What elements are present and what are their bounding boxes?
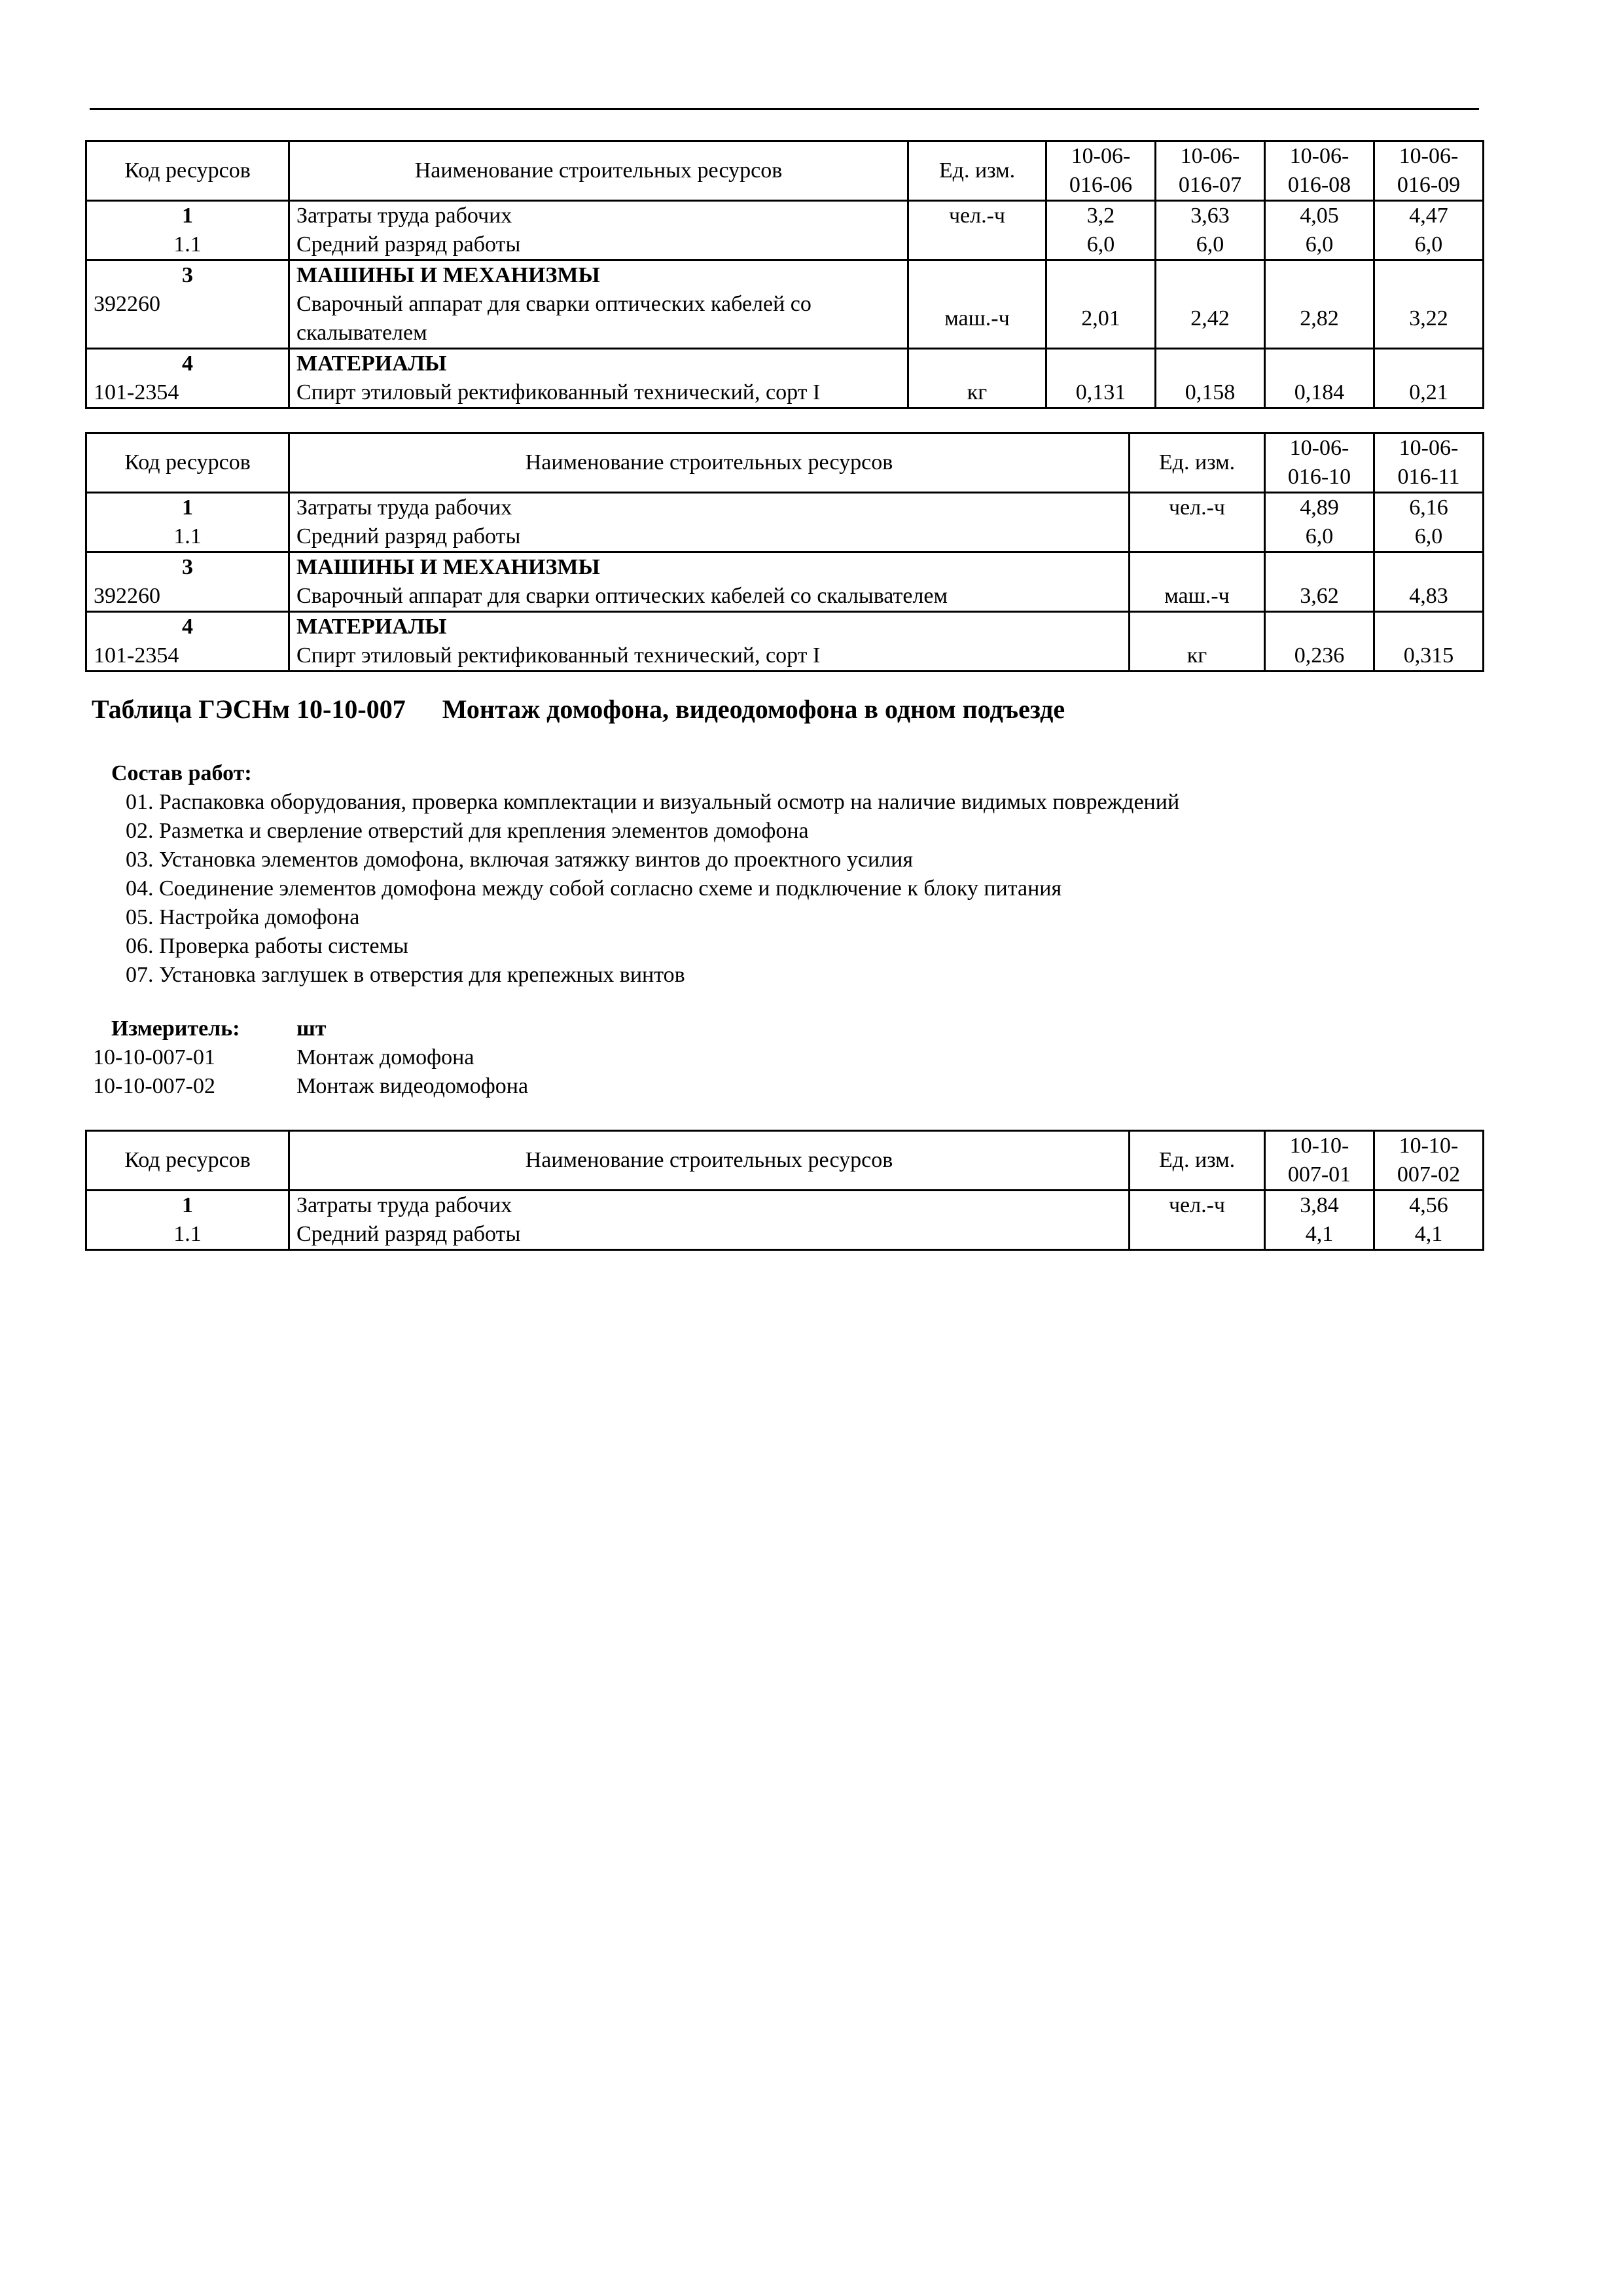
row-name: МАШИНЫ И МЕХАНИЗМЫ bbox=[289, 552, 1130, 583]
header-name: Наименование строительных ресурсов bbox=[289, 141, 908, 201]
row-name: Средний разряд работы bbox=[289, 230, 908, 260]
list-item: 02. Разметка и сверление отверстий для крепления элементов домофона bbox=[126, 819, 809, 843]
table-row bbox=[86, 349, 1484, 379]
row-code: 1.1 bbox=[86, 230, 289, 260]
row-value: 4,05 bbox=[1265, 201, 1374, 231]
row-code: 101-2354 bbox=[86, 378, 289, 408]
row-name: Спирт этиловый ректификованный технический, сорт I bbox=[289, 641, 1130, 672]
header-col: 10-06- 016-06 bbox=[1046, 141, 1156, 201]
works-heading: Состав работ: bbox=[111, 761, 252, 785]
row-value: 3,84 bbox=[1265, 1191, 1374, 1221]
row-value: 0,184 bbox=[1265, 378, 1374, 408]
row-unit bbox=[908, 230, 1046, 260]
table-row bbox=[86, 201, 1484, 231]
resource-table-3 bbox=[85, 1130, 1484, 1251]
table-header-row bbox=[86, 433, 1484, 493]
header-unit: Ед. изм. bbox=[1130, 433, 1265, 493]
list-item bbox=[93, 1043, 528, 1072]
row-value: 0,315 bbox=[1374, 641, 1484, 672]
row-value: 0,131 bbox=[1046, 378, 1156, 408]
row-unit: кг bbox=[908, 378, 1046, 408]
item-name: Монтаж видеодомофона bbox=[296, 1074, 529, 1098]
list-item: 04. Соединение элементов домофона между собой согласно схеме и подключение к блоку питания bbox=[126, 876, 1062, 901]
row-value: 4,89 bbox=[1265, 493, 1374, 523]
row-value: 4,1 bbox=[1265, 1220, 1374, 1250]
header-name: Наименование строительных ресурсов bbox=[289, 1131, 1130, 1191]
row-value: 3,2 bbox=[1046, 201, 1156, 231]
row-value: 0,21 bbox=[1374, 378, 1484, 408]
header-unit: Ед. изм. bbox=[908, 141, 1046, 201]
row-value: 4,83 bbox=[1374, 582, 1484, 612]
list-item bbox=[93, 1072, 528, 1101]
meter-label: Измеритель: bbox=[111, 1016, 240, 1041]
row-code: 1 bbox=[86, 201, 289, 231]
row-code: 3 bbox=[86, 552, 289, 583]
row-value: 6,0 bbox=[1265, 230, 1374, 260]
meter-items bbox=[93, 1043, 528, 1101]
list-item: 01. Распаковка оборудования, проверка комплектации и визуальный осмотр на наличие видимых повреждений bbox=[126, 790, 1180, 814]
row-value: 2,01 bbox=[1046, 290, 1156, 349]
row-value: 4,1 bbox=[1374, 1220, 1484, 1250]
table-row bbox=[86, 378, 1484, 408]
table-row bbox=[86, 290, 1484, 349]
row-code: 3 bbox=[86, 260, 289, 291]
header-code: Код ресурсов bbox=[86, 1131, 289, 1191]
table-header-row bbox=[86, 1131, 1484, 1191]
table-row bbox=[86, 641, 1484, 672]
row-name: МАТЕРИАЛЫ bbox=[289, 612, 1130, 642]
row-value: 2,42 bbox=[1156, 290, 1265, 349]
row-name: Затраты труда рабочих bbox=[289, 1191, 1130, 1221]
row-code: 392260 bbox=[86, 290, 289, 349]
row-name: Средний разряд работы bbox=[289, 522, 1130, 552]
item-code: 10-10-007-02 bbox=[93, 1074, 215, 1098]
row-value: 6,0 bbox=[1156, 230, 1265, 260]
list-item: 06. Проверка работы системы bbox=[126, 934, 408, 958]
row-code: 1.1 bbox=[86, 522, 289, 552]
header-name: Наименование строительных ресурсов bbox=[289, 433, 1130, 493]
header-code: Код ресурсов bbox=[86, 433, 289, 493]
top-rule bbox=[90, 108, 1479, 110]
header-col: 10-06- 016-11 bbox=[1374, 433, 1484, 493]
row-unit: маш.-ч bbox=[908, 290, 1046, 349]
header-col: 10-06- 016-10 bbox=[1265, 433, 1374, 493]
row-unit bbox=[1130, 1220, 1265, 1250]
row-value: 4,56 bbox=[1374, 1191, 1484, 1221]
resource-table-2 bbox=[85, 432, 1484, 672]
header-col: 10-10- 007-01 bbox=[1265, 1131, 1374, 1191]
row-name: Сварочный аппарат для сварки оптических кабелей со скалывателем bbox=[289, 290, 908, 349]
row-unit: маш.-ч bbox=[1130, 582, 1265, 612]
row-value: 3,63 bbox=[1156, 201, 1265, 231]
header-col: 10-06- 016-08 bbox=[1265, 141, 1374, 201]
table-row bbox=[86, 612, 1484, 642]
row-code: 1 bbox=[86, 493, 289, 523]
row-unit: чел.-ч bbox=[908, 201, 1046, 231]
row-value: 6,0 bbox=[1374, 522, 1484, 552]
row-name: Затраты труда рабочих bbox=[289, 201, 908, 231]
row-unit: чел.-ч bbox=[1130, 1191, 1265, 1221]
table-id: Таблица ГЭСНм 10-10-007 bbox=[92, 694, 406, 724]
table-row bbox=[86, 493, 1484, 523]
table-row bbox=[86, 1220, 1484, 1250]
table-row bbox=[86, 552, 1484, 583]
item-name: Монтаж домофона bbox=[296, 1045, 474, 1069]
list-item: 03. Установка элементов домофона, включая затяжку винтов до проектного усилия bbox=[126, 848, 913, 872]
header-unit: Ед. изм. bbox=[1130, 1131, 1265, 1191]
row-value: 4,47 bbox=[1374, 201, 1484, 231]
table-title: Монтаж домофона, видеодомофона в одном подъезде bbox=[442, 694, 1065, 724]
row-code: 4 bbox=[86, 612, 289, 642]
section-title bbox=[92, 694, 1065, 725]
row-unit: кг bbox=[1130, 641, 1265, 672]
header-col: 10-06- 016-07 bbox=[1156, 141, 1265, 201]
meter-value: шт bbox=[296, 1016, 327, 1041]
row-unit: чел.-ч bbox=[1130, 493, 1265, 523]
resource-table-1 bbox=[85, 140, 1484, 409]
row-value: 0,236 bbox=[1265, 641, 1374, 672]
works-block bbox=[111, 759, 252, 788]
row-value: 6,0 bbox=[1046, 230, 1156, 260]
row-name: МАШИНЫ И МЕХАНИЗМЫ bbox=[289, 260, 908, 291]
table-header-row bbox=[86, 141, 1484, 201]
list-item: 07. Установка заглушек в отверстия для крепежных винтов bbox=[126, 963, 685, 987]
header-col: 10-06- 016-09 bbox=[1374, 141, 1484, 201]
row-name: Сварочный аппарат для сварки оптических кабелей со скалывателем bbox=[289, 582, 1130, 612]
table-row bbox=[86, 260, 1484, 291]
header-code: Код ресурсов bbox=[86, 141, 289, 201]
row-value: 0,158 bbox=[1156, 378, 1265, 408]
row-value: 6,0 bbox=[1265, 522, 1374, 552]
row-code: 4 bbox=[86, 349, 289, 379]
item-code: 10-10-007-01 bbox=[93, 1045, 215, 1069]
row-code: 1 bbox=[86, 1191, 289, 1221]
row-name: Средний разряд работы bbox=[289, 1220, 1130, 1250]
meter-block bbox=[111, 1014, 326, 1043]
row-code: 101-2354 bbox=[86, 641, 289, 672]
table-row bbox=[86, 522, 1484, 552]
table-row bbox=[86, 230, 1484, 260]
row-code: 392260 bbox=[86, 582, 289, 612]
works-list bbox=[126, 788, 1179, 990]
row-value: 2,82 bbox=[1265, 290, 1374, 349]
list-item: 05. Настройка домофона bbox=[126, 905, 360, 929]
row-unit bbox=[1130, 522, 1265, 552]
row-name: МАТЕРИАЛЫ bbox=[289, 349, 908, 379]
row-value: 6,16 bbox=[1374, 493, 1484, 523]
header-col: 10-10- 007-02 bbox=[1374, 1131, 1484, 1191]
row-name: Спирт этиловый ректификованный технический, сорт I bbox=[289, 378, 908, 408]
row-value: 3,62 bbox=[1265, 582, 1374, 612]
row-value: 6,0 bbox=[1374, 230, 1484, 260]
table-row bbox=[86, 582, 1484, 612]
row-value: 3,22 bbox=[1374, 290, 1484, 349]
table-row bbox=[86, 1191, 1484, 1221]
row-name: Затраты труда рабочих bbox=[289, 493, 1130, 523]
row-code: 1.1 bbox=[86, 1220, 289, 1250]
